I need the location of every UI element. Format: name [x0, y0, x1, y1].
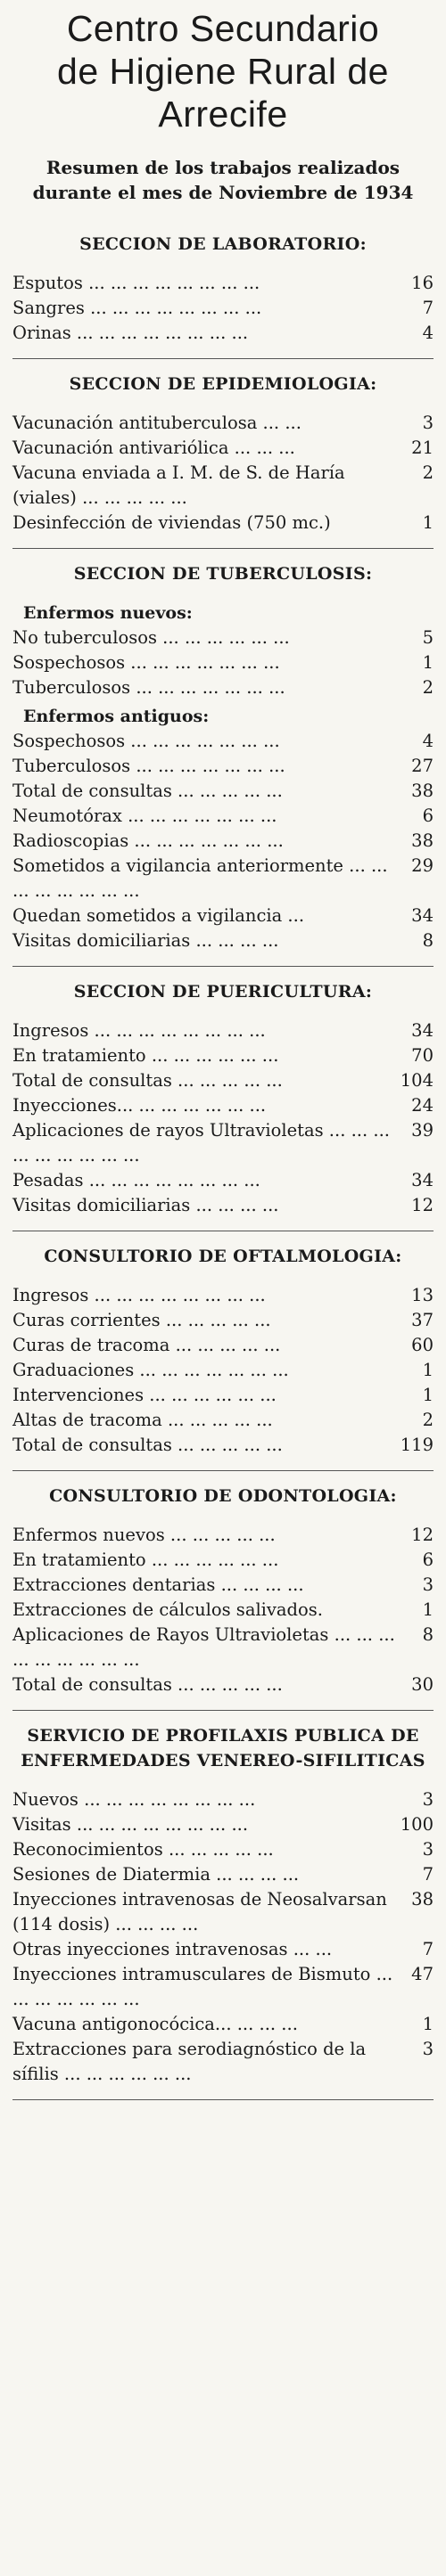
stat-row [12, 296, 434, 321]
stat-label: Sospechosos ... ... ... ... ... ... ... [12, 731, 280, 751]
stat-row [12, 1168, 434, 1193]
section-divider [12, 2099, 434, 2100]
stat-row [12, 1068, 434, 1093]
stat-value: 1 [422, 1599, 434, 1620]
title-line: Centro Secundario [66, 8, 380, 49]
stat-value: 1 [422, 2014, 434, 2034]
stat-row [12, 461, 434, 511]
report-section [12, 1244, 434, 1471]
stat-value: 29 [411, 855, 434, 876]
subtitle-line: Resumen de los trabajos realizados [45, 157, 401, 178]
stat-label: Reconocimientos ... ... ... ... ... [12, 1839, 274, 1860]
stat-value: 13 [411, 1285, 434, 1305]
stat-label: Sospechosos ... ... ... ... ... ... ... [12, 652, 280, 673]
stat-row [12, 1018, 434, 1043]
stat-value: 2 [422, 1410, 434, 1430]
stat-row [12, 754, 434, 779]
stat-label: Aplicaciones de rayos Ultravioletas ... ... ... ... ... ... ... ... ... [12, 1120, 390, 1165]
stat-row [12, 854, 434, 904]
stat-label: Sesiones de Diatermia ... ... ... ... [12, 1864, 300, 1885]
stat-label: En tratamiento ... ... ... ... ... ... [12, 1045, 279, 1066]
stat-row [12, 1887, 434, 1937]
stat-row [12, 1408, 434, 1433]
section-divider [12, 1470, 434, 1471]
stat-row [12, 436, 434, 461]
subtitle [12, 155, 434, 205]
stat-value: 30 [411, 1674, 434, 1695]
stat-label: Extracciones para serodiagnóstico de la sífilis ... ... ... ... ... ... [12, 2039, 367, 2084]
stat-value: 2 [422, 677, 434, 698]
stat-row [12, 2012, 434, 2037]
stat-row [12, 411, 434, 436]
stat-label: Aplicaciones de Rayos Ultravioletas ... ... ... ... ... ... ... ... ... [12, 1624, 395, 1670]
page-title [12, 7, 434, 135]
stat-label: Visitas ... ... ... ... ... ... ... ... [12, 1814, 249, 1835]
report-section [12, 561, 434, 967]
stat-row [12, 675, 434, 700]
stat-label: Vacuna antigonocócica... ... ... ... [12, 2014, 298, 2034]
report-section [12, 979, 434, 1231]
stat-label: Sometidos a vigilancia anteriormente ... ... ... ... ... ... ... ... [12, 855, 388, 901]
stat-label: Total de consultas ... ... ... ... ... [12, 1435, 283, 1455]
stat-row [12, 2037, 434, 2087]
stat-value: 3 [422, 1789, 434, 1810]
section-title: SECCION DE EPIDEMIOLOGIA: [69, 374, 377, 394]
stat-row [12, 511, 434, 536]
stat-label: Tuberculosos ... ... ... ... ... ... ... [12, 677, 285, 698]
stat-label: No tuberculosos ... ... ... ... ... ... [12, 627, 290, 648]
stat-value: 34 [411, 905, 434, 926]
stat-row [12, 1093, 434, 1118]
stat-value: 7 [422, 298, 434, 318]
stat-row [12, 1548, 434, 1573]
stat-row [12, 1787, 434, 1812]
stat-value: 4 [422, 731, 434, 751]
stat-value: 12 [411, 1525, 434, 1545]
stat-value: 38 [411, 781, 434, 801]
section-title: SERVICIO DE PROFILAXIS PUBLICA DE ENFERMEDADES VENEREO-SIFILITICAS [21, 1726, 425, 1770]
stat-value: 1 [422, 1360, 434, 1380]
stat-row [12, 1333, 434, 1358]
stat-label: Curas de tracoma ... ... ... ... ... [12, 1335, 281, 1355]
stat-value: 16 [411, 273, 434, 293]
stat-value: 38 [411, 830, 434, 851]
group-label: Enfermos nuevos: [23, 603, 193, 623]
stat-label: Ingresos ... ... ... ... ... ... ... ... [12, 1020, 266, 1041]
section-title: SECCION DE PUERICULTURA: [73, 982, 373, 1002]
stat-label: Total de consultas ... ... ... ... ... [12, 781, 283, 801]
section-divider [12, 966, 434, 967]
stat-label: Visitas domiciliarias ... ... ... ... [12, 1195, 279, 1215]
subtitle-line: durante el mes de Noviembre de 1934 [32, 182, 414, 203]
stat-row [12, 1623, 434, 1672]
report-sections [12, 232, 434, 2100]
stat-label: Radioscopias ... ... ... ... ... ... ... [12, 830, 284, 851]
stat-row [12, 829, 434, 854]
stat-label: Extracciones dentarias ... ... ... ... [12, 1574, 304, 1595]
stat-value: 60 [411, 1335, 434, 1355]
stat-row [12, 1598, 434, 1623]
stat-value: 21 [411, 438, 434, 458]
stat-value: 119 [400, 1435, 434, 1455]
stat-value: 1 [422, 1385, 434, 1405]
stat-value: 8 [422, 930, 434, 951]
stat-value: 38 [411, 1889, 434, 1910]
stat-value: 3 [422, 1574, 434, 1595]
section-divider [12, 548, 434, 549]
stat-value: 100 [400, 1814, 434, 1835]
stat-row [12, 1672, 434, 1697]
stat-row [12, 626, 434, 650]
section-title: SECCION DE LABORATORIO: [79, 234, 367, 254]
stat-label: Neumotórax ... ... ... ... ... ... ... [12, 806, 277, 826]
stat-value: 2 [422, 462, 434, 483]
stat-row [12, 779, 434, 804]
stat-row [12, 1433, 434, 1458]
stat-label: Total de consultas ... ... ... ... ... [12, 1674, 283, 1695]
stat-label: En tratamiento ... ... ... ... ... ... [12, 1550, 279, 1570]
stat-row [12, 1308, 434, 1333]
stat-label: Inyecciones intravenosas de Neosalvarsan (114 dosis) ... ... ... ... [12, 1889, 387, 1934]
section-title: CONSULTORIO DE OFTALMOLOGIA: [44, 1247, 402, 1266]
stat-label: Ingresos ... ... ... ... ... ... ... ... [12, 1285, 266, 1305]
group-label: Enfermos antiguos: [23, 707, 210, 726]
stat-label: Sangres ... ... ... ... ... ... ... ... [12, 298, 262, 318]
stat-value: 104 [400, 1070, 434, 1091]
stat-label: Nuevos ... ... ... ... ... ... ... ... [12, 1789, 256, 1810]
report-section [12, 1484, 434, 1711]
stat-value: 7 [422, 1939, 434, 1959]
stat-value: 5 [422, 627, 434, 648]
stat-value: 24 [411, 1095, 434, 1116]
stat-row [12, 1937, 434, 1962]
stat-row [12, 1812, 434, 1837]
stat-value: 4 [422, 323, 434, 343]
title-line: Arrecife [158, 94, 288, 135]
stat-row [12, 1837, 434, 1862]
stat-value: 37 [411, 1310, 434, 1330]
section-title: SECCION DE TUBERCULOSIS: [73, 564, 373, 584]
stat-row [12, 271, 434, 296]
stat-label: Enfermos nuevos ... ... ... ... ... [12, 1525, 276, 1545]
stat-row [12, 928, 434, 953]
title-line: de Higiene Rural de [57, 51, 389, 92]
report-section [12, 232, 434, 359]
stat-label: Graduaciones ... ... ... ... ... ... ... [12, 1360, 289, 1380]
stat-value: 7 [422, 1864, 434, 1885]
stat-label: Vacunación antituberculosa ... ... [12, 413, 301, 433]
stat-label: Desinfección de viviendas (750 mc.) [12, 512, 331, 533]
stat-value: 34 [411, 1020, 434, 1041]
stat-label: Total de consultas ... ... ... ... ... [12, 1070, 283, 1091]
stat-row [12, 804, 434, 829]
stat-value: 3 [422, 413, 434, 433]
stat-row [12, 650, 434, 675]
stat-value: 1 [422, 512, 434, 533]
stat-value: 12 [411, 1195, 434, 1215]
report-section [12, 1723, 434, 2100]
stat-value: 27 [411, 756, 434, 776]
stat-label: Vacunación antivariólica ... ... ... [12, 438, 295, 458]
stat-value: 1 [422, 652, 434, 673]
stat-row [12, 1118, 434, 1168]
stat-label: Altas de tracoma ... ... ... ... ... [12, 1410, 273, 1430]
stat-label: Tuberculosos ... ... ... ... ... ... ... [12, 756, 285, 776]
stat-row [12, 1283, 434, 1308]
stat-row [12, 1962, 434, 2012]
stat-value: 3 [422, 2039, 434, 2059]
stat-row [12, 1043, 434, 1068]
stat-row [12, 1523, 434, 1548]
section-divider [12, 1710, 434, 1711]
stat-label: Otras inyecciones intravenosas ... ... [12, 1939, 333, 1959]
stat-row [12, 1193, 434, 1218]
stat-label: Extracciones de cálculos salivados. [12, 1599, 323, 1620]
stat-value: 6 [422, 1550, 434, 1570]
stat-label: Intervenciones ... ... ... ... ... ... [12, 1385, 277, 1405]
stat-value: 6 [422, 806, 434, 826]
stat-value: 3 [422, 1839, 434, 1860]
stat-label: Quedan sometidos a vigilancia ... [12, 905, 305, 926]
stat-label: Inyecciones... ... ... ... ... ... ... [12, 1095, 267, 1116]
section-divider [12, 358, 434, 359]
stat-label: Orinas ... ... ... ... ... ... ... ... [12, 323, 249, 343]
stat-row [12, 321, 434, 346]
stat-label: Visitas domiciliarias ... ... ... ... [12, 930, 279, 951]
stat-label: Pesadas ... ... ... ... ... ... ... ... [12, 1170, 260, 1190]
stat-label: Vacuna enviada a I. M. de S. de Haría (viales) ... ... ... ... ... [12, 462, 345, 508]
stat-row [12, 904, 434, 928]
stat-row [12, 1358, 434, 1383]
stat-value: 39 [411, 1120, 434, 1141]
stat-row [12, 1573, 434, 1598]
stat-value: 34 [411, 1170, 434, 1190]
stat-value: 47 [411, 1964, 434, 1984]
stat-value: 8 [422, 1624, 434, 1645]
section-title: CONSULTORIO DE ODONTOLOGIA: [49, 1486, 397, 1506]
stat-label: Curas corrientes ... ... ... ... ... [12, 1310, 271, 1330]
report-section [12, 372, 434, 549]
stat-row [12, 729, 434, 754]
stat-value: 70 [411, 1045, 434, 1066]
stat-label: Inyecciones intramusculares de Bismuto ... ... ... ... ... ... ... [12, 1964, 393, 2009]
stat-row [12, 1862, 434, 1887]
stat-label: Esputos ... ... ... ... ... ... ... ... [12, 273, 260, 293]
stat-row [12, 1383, 434, 1408]
